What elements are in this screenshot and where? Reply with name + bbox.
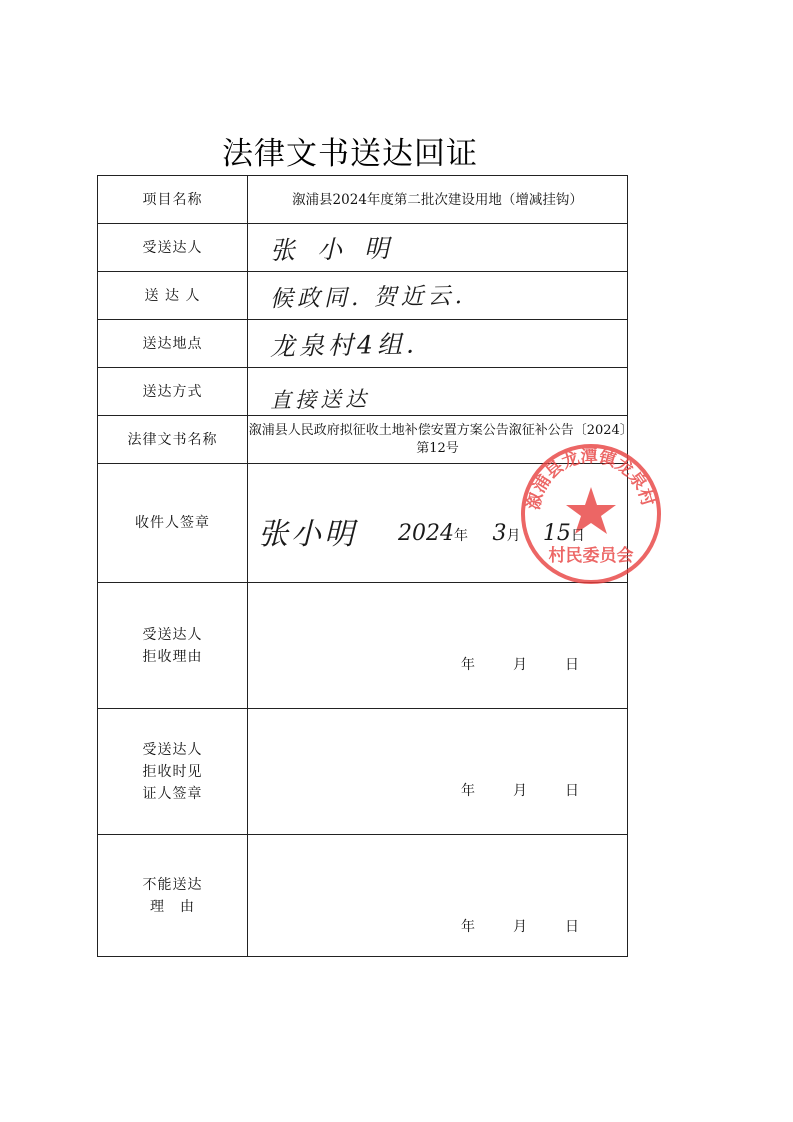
row-undeliverable [98, 835, 628, 957]
label-project: 项目名称 [98, 176, 248, 224]
label-document: 法律文书名称 [98, 416, 248, 464]
row-refuse-witness [98, 709, 628, 835]
label-refuse-reason [98, 583, 248, 709]
date-year: 2024 [398, 520, 454, 546]
month-unit: 月 [506, 527, 521, 544]
document-title: 法律文书送达回证 [222, 136, 478, 172]
day-unit: 日 [570, 527, 585, 544]
label-location: 送达地点 [98, 320, 248, 368]
label-refuse-reason-line1: 受送达人 [142, 626, 203, 643]
value-document: 溆浦县人民政府拟征收土地补偿安置方案公告溆征补公告〔2024〕第12号 [248, 416, 628, 464]
row-signature [98, 464, 628, 583]
value-refuse-reason [248, 583, 628, 709]
row-recipient [98, 224, 628, 272]
label-refuse-witness-line1: 受送达人 [142, 741, 203, 758]
recipient-handwriting: 张小明 [269, 233, 412, 265]
date-day: 15 [542, 520, 571, 546]
value-sender-cell [248, 272, 628, 320]
row-method [98, 368, 628, 416]
value-project: 溆浦县2024年度第二批次建设用地（增减挂钩） [248, 176, 628, 224]
label-recipient: 受送达人 [98, 224, 248, 272]
village-committee-seal [516, 439, 666, 589]
label-signature: 收件人签章 [98, 464, 248, 583]
seal-center-text: 村民委员会 [548, 545, 634, 566]
refuse-reason-date: 年 月 日 [461, 657, 579, 673]
label-undeliverable-line1: 不能送达 [142, 876, 203, 893]
label-refuse-witness [98, 709, 248, 835]
row-location [98, 320, 628, 368]
sender-handwriting: 候政同. 贺近云. [269, 283, 467, 313]
label-refuse-witness-line2: 拒收时见 [142, 763, 203, 780]
refuse-witness-date: 年 月 日 [461, 783, 579, 799]
row-refuse-reason [98, 583, 628, 709]
value-signature-cell [248, 446, 658, 583]
signature-date [398, 521, 585, 546]
year-unit: 年 [454, 527, 468, 544]
seal-ring-text: 溆浦县龙潭镇龙泉村 [523, 446, 658, 512]
label-sender: 送 达 人 [98, 272, 248, 320]
label-undeliverable-line2: 理 由 [150, 898, 195, 915]
label-refuse-witness-line3: 证人签章 [142, 785, 203, 802]
delivery-receipt-table [97, 175, 658, 957]
value-recipient-cell [248, 224, 628, 272]
row-project [98, 176, 628, 224]
value-location-cell [248, 320, 628, 368]
label-refuse-reason-line2: 拒收理由 [142, 648, 203, 665]
location-handwriting: 龙泉村4组. [269, 329, 419, 361]
value-refuse-witness [248, 709, 628, 835]
recipient-signature: 张小明 [258, 516, 357, 552]
label-undeliverable [98, 835, 248, 957]
value-undeliverable [248, 835, 628, 957]
row-sender [98, 272, 628, 320]
undeliverable-date: 年 月 日 [461, 919, 579, 935]
date-month: 3 [492, 520, 507, 546]
method-handwriting: 直接送达 [269, 386, 371, 413]
label-method: 送达方式 [98, 368, 248, 416]
value-method-cell [248, 368, 628, 416]
